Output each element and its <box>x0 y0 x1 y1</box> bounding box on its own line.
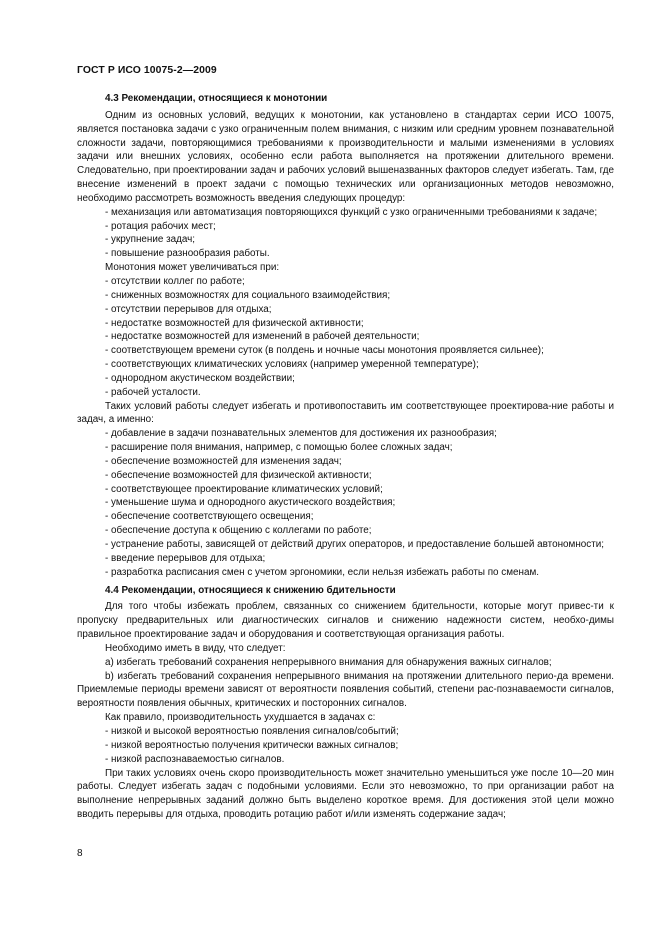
list-item: - соответствующее проектирование климатических условий; <box>105 483 383 495</box>
list-item: - низкой вероятностью получения критически важных сигналов; <box>105 739 399 751</box>
list-item: - устранение работы, зависящей от действий других операторов, и предоставление большей автономности; <box>105 539 604 550</box>
paragraph: Необходимо иметь в виду, что следует: <box>105 642 286 654</box>
list-item: - соответствующем времени суток (в полдень и ночные часы монотония проявляется сильнее); <box>105 345 544 357</box>
list-item: - обеспечение возможностей для изменения задач; <box>105 455 342 467</box>
list-item: - механизация или автоматизация повторяющихся функций с узко ограниченными требованиями к задаче; <box>105 206 598 218</box>
list-item: - обеспечение возможностей для физической активности; <box>105 469 372 481</box>
section-heading: 4.4 Рекомендации, относящиеся к снижению бдительности <box>105 584 396 596</box>
list-item: - добавление в задачи познавательных элементов для достижения их разнообразия; <box>105 428 497 440</box>
list-item: - недостатке возможностей для физической активности; <box>105 317 364 329</box>
list-item: - повышение разнообразия работы. <box>105 248 270 260</box>
list-item: - расширение поля внимания, например, с помощью более сложных задач; <box>105 442 453 454</box>
section-heading: 4.3 Рекомендации, относящиеся к монотонии <box>105 93 328 104</box>
list-item: - низкой и высокой вероятностью появления сигналов/событий; <box>105 725 399 737</box>
paragraph: При таких условиях очень скоро производительность может значительно уменьшиться уже после 10—20 мин работы. Следует избегать задач с подобными условиями. Если это невозможно, то при организации работ на выполнение непрерывных заданий должно быть выделено короткое время. Для достижения этой цели можно вводить перерывы для отдыха, проводить ротацию работ и/или изменять содержание задач; <box>77 767 614 821</box>
list-item: - отсутствии перерывов для отдыха; <box>105 303 272 315</box>
paragraph: Одним из основных условий, ведущих к монотонии, как установлено в стандартах серии ИСО 10075, является постановка задачи с узко ограниченным полем внимания, с низким или средним уровнем познавательной сложности задачи, повторяющимися требованиями к производительности и малыми изменениями в условиях задачи или внешних условиях, особенно если работа выполняется на протяжении длительного времени. Следовательно, при проектировании задач и рабочих условий вышеназванных факторов следует избегать. Там, где внесение изменений в проект задачи с помощью технических или организационных методов невозможно, необходимо рассмотреть возможность введения следующих процедур: <box>77 109 614 204</box>
list-item: - рабочей усталости. <box>105 386 201 398</box>
list-item: - ротация рабочих мест; <box>105 220 216 232</box>
list-item: - отсутствии коллег по работе; <box>105 275 245 287</box>
list-item: - разработка расписания смен с учетом эргономики, если нельзя избежать работы по сменам. <box>105 566 539 578</box>
list-item: - обеспечение соответствующего освещения; <box>105 511 314 523</box>
list-item: - сниженных возможностях для социального взаимодействия; <box>105 289 391 301</box>
list-item: - укрупнение задач; <box>105 234 196 246</box>
list-item: - соответствующих климатических условиях (например умеренной температуре); <box>105 359 479 371</box>
standard-header: ГОСТ Р ИСО 10075-2—2009 <box>77 65 217 76</box>
paragraph: Монотония может увеличиваться при: <box>105 262 280 274</box>
list-item: - введение перерывов для отдыха; <box>105 552 266 564</box>
page-number: 8 <box>77 848 83 859</box>
document-body <box>77 92 614 822</box>
paragraph: Для того чтобы избежать проблем, связанных со снижением бдительности, которые могут привес-ти к пропуску предварительных или диагностических сигналов и снижению надежности систем, необхо-димы правильное проектирование задач и оборудования и соответствующая организация работы. <box>77 601 614 641</box>
list-item: - низкой распознаваемостью сигналов. <box>105 753 285 765</box>
paragraph: Как правило, производительность ухудшается в задачах с: <box>105 712 376 724</box>
paragraph: b) избегать требований сохранения непрерывного внимания на протяжении длительного перио-да времени. Приемлемые периоды времени зависят от вероятности появления событий, степени рас-познаваемости сигналов, вероятности появления обычных, критических и посторонних сигналов. <box>77 670 614 710</box>
paragraph: a) избегать требований сохранения непрерывного внимания для обнаружения важных сигналов; <box>105 656 552 668</box>
paragraph: Таких условий работы следует избегать и противопоставить им соответствующее проектирова-ние работы и задач, а именно: <box>77 400 614 426</box>
list-item: - обеспечение доступа к общению с коллегами по работе; <box>105 525 372 537</box>
list-item: - однородном акустическом воздействии; <box>105 372 295 384</box>
list-item: - уменьшение шума и однородного акустического воздействия; <box>105 497 396 509</box>
list-item: - недостатке возможностей для изменений в рабочей деятельности; <box>105 331 420 343</box>
